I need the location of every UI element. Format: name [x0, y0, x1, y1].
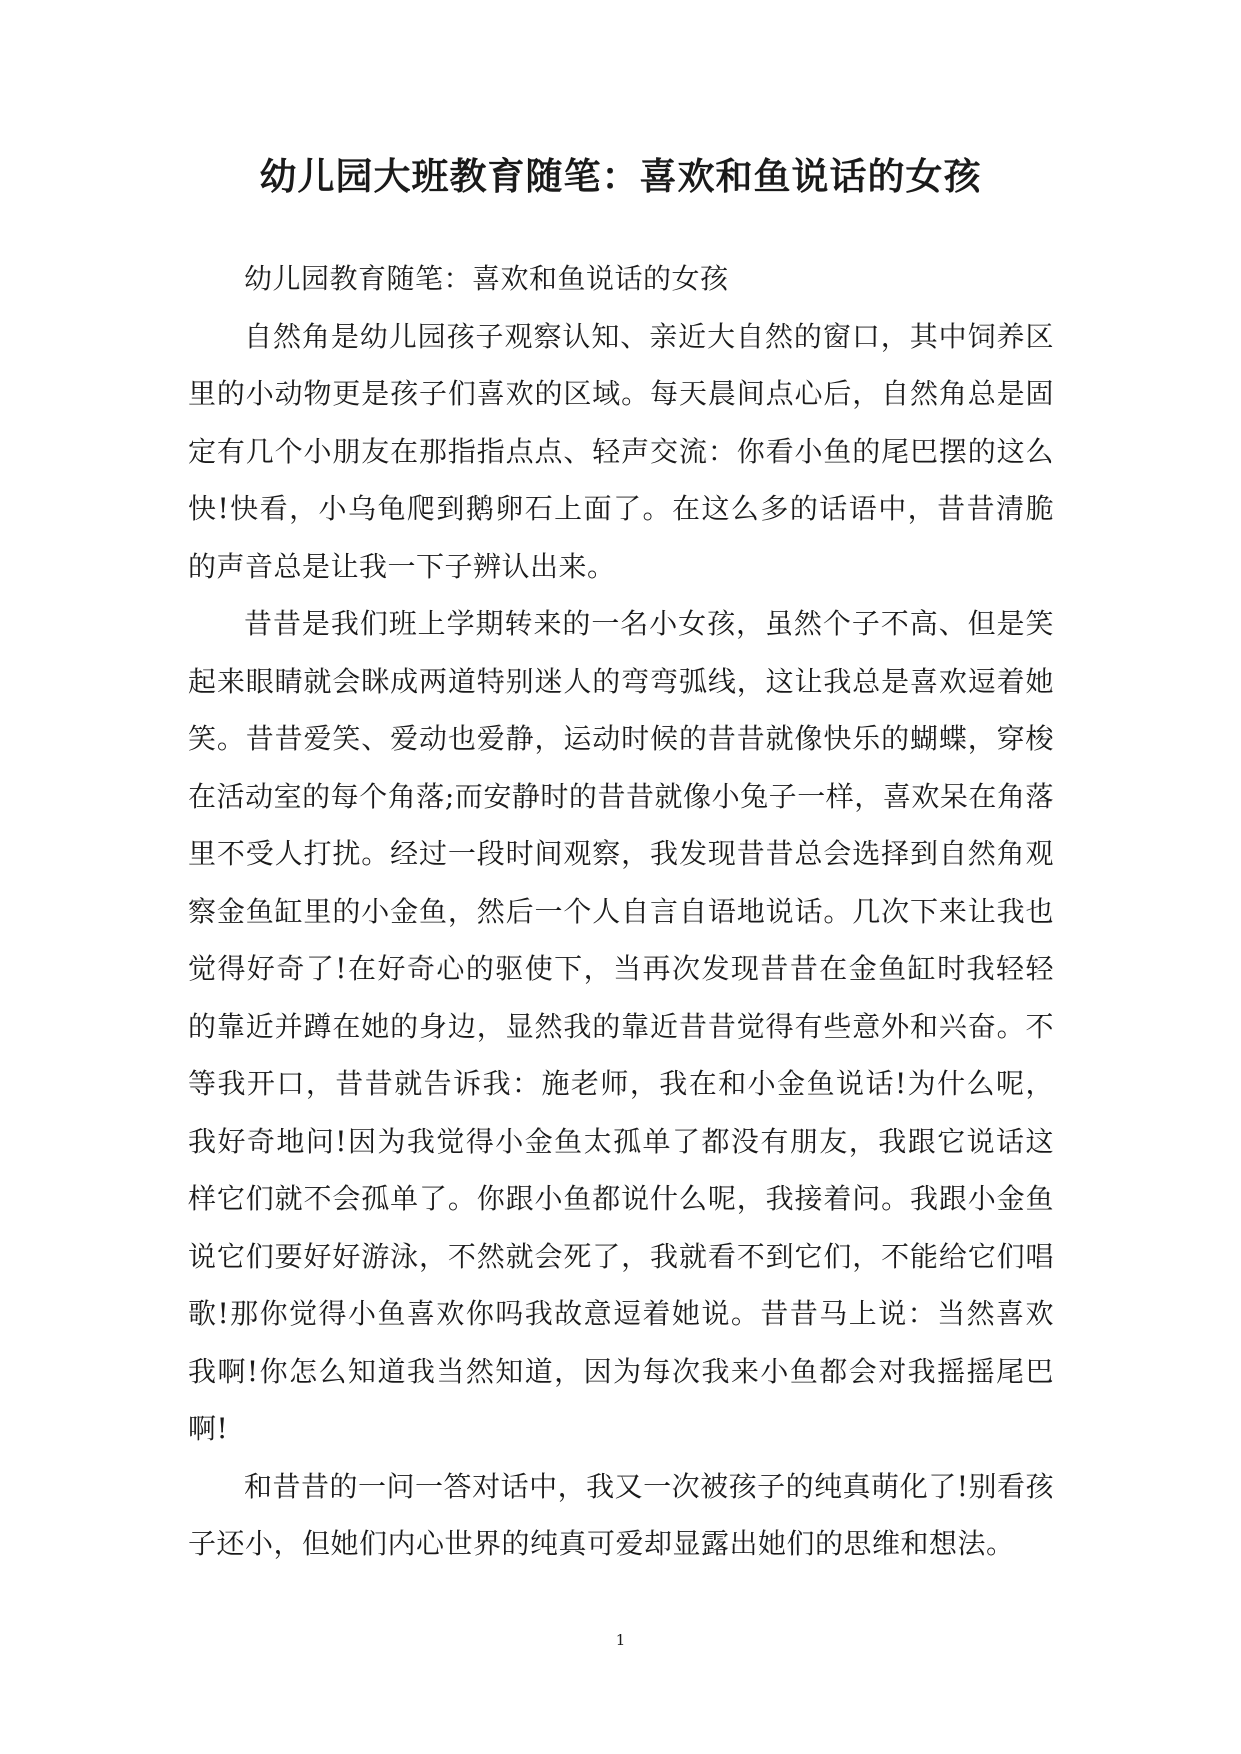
paragraph-3: 和昔昔的一问一答对话中，我又一次被孩子的纯真萌化了!别看孩子还小，但她们内心世界的纯真可爱却显露出她们的思维和想法。	[188, 1469, 1054, 1560]
document-title: 幼儿园大班教育随笔：喜欢和鱼说话的女孩	[259, 154, 982, 198]
paragraph-2: 昔昔是我们班上学期转来的一名小女孩，虽然个子不高、但是笑起来眼睛就会眯成两道特别迷人的弯弯弧线，这让我总是喜欢逗着她笑。昔昔爱笑、爱动也爱静，运动时候的昔昔就像快乐的蝴蝶，穿梭在活动室的每个角落;而安静时的昔昔就像小兔子一样，喜欢呆在角落里不受人打扰。经过一段时间观察，我发现昔昔总会选择到自然角观察金鱼缸里的小金鱼，然后一个人自言自语地说话。几次下来让我也觉得好奇了!在好奇心的驱使下，当再次发现昔昔在金鱼缸时我轻轻的靠近并蹲在她的身边，显然我的靠近昔昔觉得有些意外和兴奋。不等我开口，昔昔就告诉我：施老师，我在和小金鱼说话!为什么呢，我好奇地问!因为我觉得小金鱼太孤单了都没有朋友，我跟它说话这样它们就不会孤单了。你跟小鱼都说什么呢，我接着问。我跟小金鱼说它们要好好游泳，不然就会死了，我就看不到它们，不能给它们唱歌!那你觉得小鱼喜欢你吗我故意逗着她说。昔昔马上说：当然喜欢我啊!你怎么知道我当然知道，因为每次我来小鱼都会对我摇摇尾巴啊!	[188, 607, 1054, 1445]
paragraph-1: 自然角是幼儿园孩子观察认知、亲近大自然的窗口，其中饲养区里的小动物更是孩子们喜欢的区域。每天晨间点心后，自然角总是固定有几个小朋友在那指指点点、轻声交流：你看小鱼的尾巴摆的这么快!快看，小乌龟爬到鹅卵石上面了。在这么多的话语中，昔昔清脆的声音总是让我一下子辨认出来。	[188, 319, 1054, 583]
page-number: 1	[615, 1631, 626, 1649]
paragraph-subtitle: 幼儿园教育随笔：喜欢和鱼说话的女孩	[244, 262, 729, 295]
document-body	[188, 250, 1054, 1573]
